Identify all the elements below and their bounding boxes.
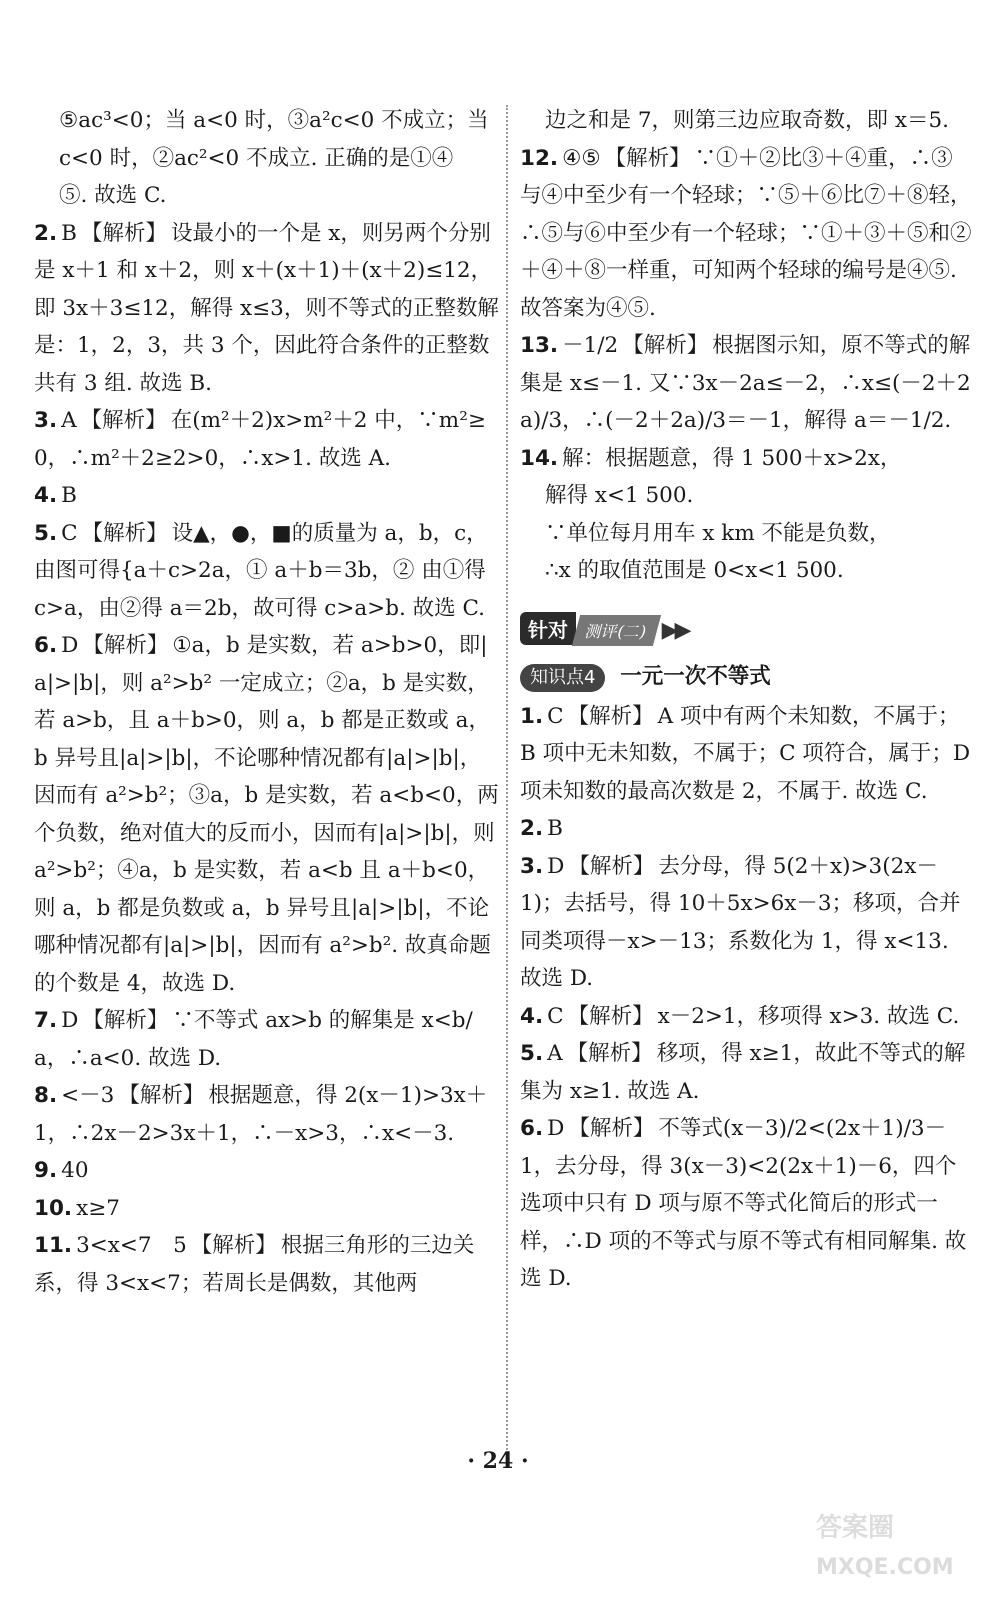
item-number: 4. (520, 1003, 544, 1029)
item14-line: ∵单位每月用车 x km 不能是负数， (545, 520, 891, 546)
answer-item (520, 698, 972, 811)
item-explanation: x－2>1，移项得 x>3. 故选 C. (657, 1003, 960, 1029)
item-answer: C (547, 1003, 564, 1029)
analysis-tag: 【解析】 (82, 1008, 169, 1033)
answer-item (34, 1190, 499, 1228)
item-answer: <－3 (61, 1083, 115, 1108)
analysis-tag: 【解析】 (568, 853, 655, 879)
page-number: · 24 · (467, 1448, 529, 1474)
item-explanation: 移项，得 x≥1，故此不等式的解集为 x≥1. 故选 A. (520, 1041, 966, 1104)
answer-item (34, 402, 499, 477)
item-explanation: ①a，b 是实数，若 a>b>0，即|a|>|b|，则 a²>b² 一定成立；②a，b 是实数，若 a>b，且 a＋b>0，则 a，b 都是正数或 a，b 异号且|a|>|b|，不论哪种情况都有|a|>|b|，因而有 a²>b²；③a，b 是实数，若 a<b<0，两个负数，绝对值大的反而小，因而有|a|>|b|，则 a²>b²；④a，b 是实数，若 a<b 且 a＋b<0，则 a，b 都是负数或 a，b 异号且|a|>|b|，不论哪种情况都有|a|>|b|，因而有 a²>b². 故真命题的个数是 4，故选 D. (34, 633, 499, 996)
item-number: 2. (520, 816, 544, 841)
analysis-tag: 【解析】 (622, 333, 709, 358)
continuation-line: c<0 时，②ac²<0 不成立. 正确的是①④ (59, 145, 454, 171)
knowledge-point-heading (520, 660, 972, 694)
item-explanation: 根据题意，得 2(x－1)>3x＋1，∴2x－2>3x＋1，∴－x>3，∴x<－3. (34, 1083, 488, 1146)
answer-item (34, 515, 499, 628)
left-answer-list (34, 215, 499, 1303)
answer-item (34, 1077, 499, 1152)
item-explanation: 根据图示知，原不等式的解集是 x≤－1. 又∵3x－2a≤－2，∴x≤(－2＋2a)/3，∴(－2＋2a)/3＝－1，解得 a＝－1/2. (520, 333, 971, 433)
section-badge (520, 612, 972, 652)
double-arrow-icon: ▶▶ (661, 617, 688, 643)
answer-item (520, 440, 972, 478)
column-divider (506, 105, 508, 1450)
answer-item (34, 627, 499, 1002)
continuation-line: 边之和是 7，则第三边应取奇数，即 x＝5. (545, 108, 949, 133)
answer-item (520, 1110, 972, 1298)
item-explanation: 设最小的一个是 x，则另两个分别是 x＋1 和 x＋2，则 x＋(x＋1)＋(x＋2)≤12，即 3x＋3≤12，解得 x≤3，则不等式的正整数解是：1，2，3，共 3 个，因此符合条件的正整数共有 3 组. 故选 B. (34, 220, 499, 396)
analysis-tag: 【解析】 (80, 408, 167, 433)
analysis-tag: 【解析】 (190, 1233, 277, 1258)
item-explanation: 设▲，●，■的质量为 a，b，c，由图可得{a＋c>2a，① a＋b＝3b，② 由①得 c>a，由②得 a＝2b，故可得 c>a>b. 故选 C. (34, 520, 488, 621)
item-answer: A (547, 1041, 563, 1066)
item-answer: C (547, 703, 564, 729)
answer-item (520, 327, 972, 440)
item-number: 8. (34, 1083, 58, 1108)
answer-item (520, 810, 972, 848)
item-explanation: 根据三角形的三边关系，得 3<x<7；若周长是偶数，其他两 (34, 1233, 475, 1296)
item-number: 1. (520, 703, 544, 729)
section-badge-subtitle: 测评(二) (572, 615, 661, 646)
item-number: 3. (520, 853, 544, 879)
item-number: 6. (520, 1116, 544, 1141)
answer-item (34, 1152, 499, 1190)
analysis-tag: 【解析】 (118, 1083, 205, 1108)
item-number: 11. (34, 1233, 73, 1258)
item-answer: 40 (61, 1158, 89, 1183)
item-answer: D (61, 1008, 79, 1033)
item-number: 13. (520, 333, 559, 358)
item-answer: B (61, 220, 77, 246)
analysis-tag: 【解析】 (567, 703, 654, 729)
knowledge-point-title: 一元一次不等式 (620, 663, 771, 689)
item-number: 4. (34, 483, 58, 508)
item-answer: B (61, 483, 77, 508)
continuation-line: ⑤. 故选 C. (59, 183, 167, 208)
answer-item (520, 848, 972, 998)
right-answer-list-2 (520, 698, 972, 1298)
item-explanation: 去分母，得 5(2＋x)>3(2x－1)；去括号，得 10＋5x>6x－3；移项，合并同类项得－x>－13；系数化为 1，得 x<13. 故选 D. (520, 853, 961, 991)
item-answer: －1/2 (562, 333, 619, 358)
item-answer: 解： (562, 445, 606, 471)
analysis-tag: 【解析】 (568, 1116, 655, 1141)
item-explanation: 在(m²＋2)x>m²＋2 中，∵m²≥0，∴m²＋2≥2>0，∴x>1. 故选 A. (34, 408, 486, 471)
item14-line: 解得 x<1 500. (545, 483, 694, 508)
watermark-line1: 答案圈 (816, 1513, 895, 1543)
analysis-tag: 【解析】 (604, 145, 691, 171)
item-number: 7. (34, 1008, 58, 1033)
item-answer: 3<x<7 5 (76, 1233, 187, 1258)
item-number: 10. (34, 1195, 73, 1221)
watermark-line2: MXQE.COM (816, 1555, 954, 1580)
item-answer: ④⑤ (562, 145, 601, 171)
item-number: 2. (34, 220, 58, 246)
item-number: 12. (520, 145, 559, 171)
item-explanation: 根据题意，得 1 500＋x>2x， (605, 445, 902, 471)
knowledge-point-pill: 知识点4 (520, 664, 605, 692)
item-answer: D (61, 633, 79, 658)
analysis-tag: 【解析】 (567, 1003, 654, 1029)
analysis-tag: 【解析】 (82, 633, 169, 658)
analysis-tag: 【解析】 (81, 520, 168, 546)
item-answer: D (547, 1116, 565, 1141)
item-number: 6. (34, 633, 58, 658)
item-explanation: ∵①＋②比③＋④重，∴③与④中至少有一个轻球；∵⑤＋⑥比⑦＋⑧轻，∴⑤与⑥中至少有一个轻球；∵①＋③＋⑤和②＋④＋⑧一样重，可知两个轻球的编号是④⑤. 故答案为④⑤. (520, 145, 972, 321)
right-column (520, 102, 972, 1298)
answer-item (520, 140, 972, 328)
answer-item (34, 1227, 499, 1302)
item-answer: A (61, 408, 77, 433)
answer-item (520, 1035, 972, 1110)
item-answer: B (547, 816, 563, 841)
item14-line: ∴x 的取值范围是 0<x<1 500. (545, 558, 844, 583)
item-number: 5. (34, 520, 58, 546)
answer-item (34, 1002, 499, 1077)
item-number: 3. (34, 408, 58, 433)
continuation-line: ⑤ac³<0；当 a<0 时，③a²c<0 不成立；当 (59, 108, 489, 133)
item-explanation: 不等式(x－3)/2<(2x＋1)/3－1，去分母，得 3(x－3)<2(2x＋1)－6，四个选项中只有 D 项与原不等式化简后的形式一样，∴D 项的不等式与原不等式有相同解集. 故选 D. (520, 1116, 967, 1291)
item-explanation: A 项中有两个未知数，不属于；B 项中无未知数，不属于；C 项符合，属于；D 项未知数的最高次数是 2，不属于. 故选 C. (520, 703, 971, 804)
analysis-tag: 【解析】 (566, 1041, 653, 1066)
item-number: 14. (520, 445, 559, 471)
answer-item (34, 477, 499, 515)
item-number: 5. (520, 1041, 544, 1066)
answer-item (520, 998, 972, 1036)
watermark-logo (806, 1496, 976, 1586)
left-column (34, 102, 499, 1302)
answer-item (34, 215, 499, 403)
item-answer: C (61, 520, 78, 546)
right-answer-list (520, 140, 972, 478)
section-badge-label: 针对 (520, 612, 576, 645)
item-answer: D (547, 853, 565, 879)
item-number: 9. (34, 1158, 58, 1183)
item-answer: x≥7 (76, 1195, 120, 1221)
item-explanation: ∵不等式 ax>b 的解集是 x<b/a，∴a<0. 故选 D. (34, 1008, 473, 1071)
analysis-tag: 【解析】 (80, 220, 167, 246)
